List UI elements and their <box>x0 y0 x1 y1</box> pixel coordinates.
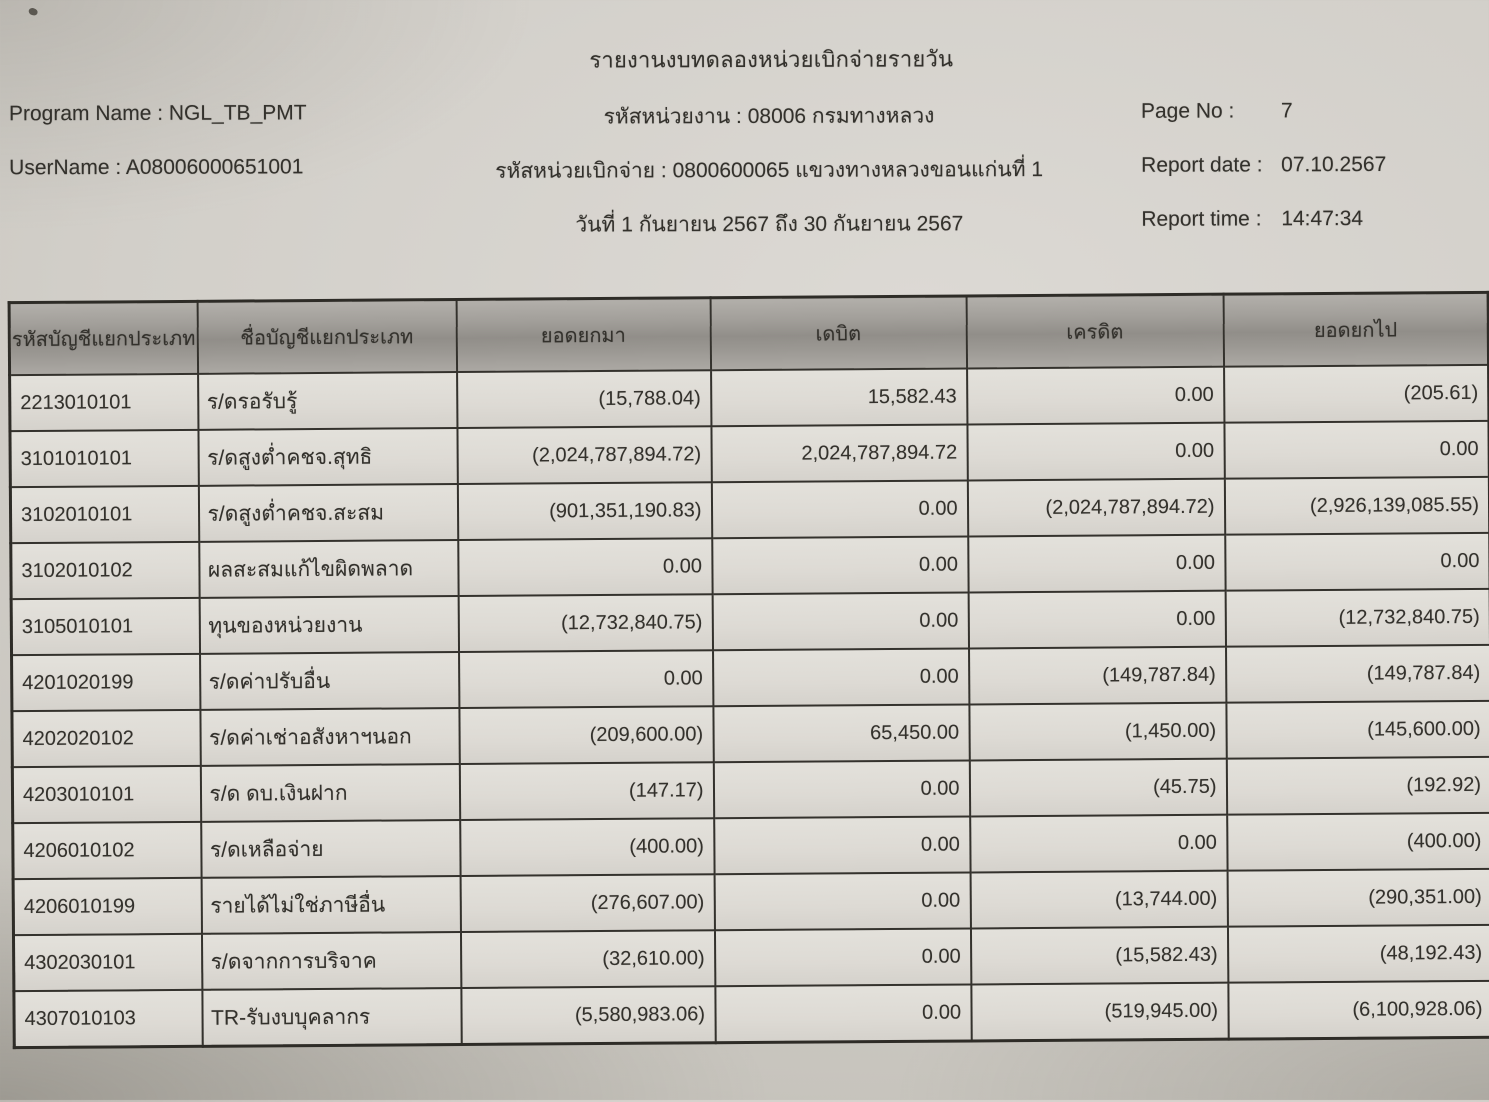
table-row <box>13 869 1489 935</box>
account-code-cell: 4307010103 <box>14 990 202 1048</box>
report-date-label: Report date : <box>1141 153 1263 177</box>
credit-cell: (149,787.84) <box>969 647 1226 705</box>
account-name-cell: ร/ดสูงต่ำคชจ.สะสม <box>198 484 457 542</box>
header-account-code: รหัสบัญชีแยกประเภท <box>9 301 198 375</box>
debit-cell: 0.00 <box>714 816 970 874</box>
table-row <box>14 981 1489 1048</box>
balance-carry-cell: (149,787.84) <box>1226 645 1489 703</box>
credit-cell: 0.00 <box>967 423 1224 481</box>
report-title: รายงานงบทดลองหน่วยเบิกจ่ายรายวัน <box>589 46 954 73</box>
balance-forward-cell: (276,607.00) <box>460 874 714 932</box>
trial-balance-grid <box>8 291 1489 1049</box>
report-table-body <box>10 365 1489 1048</box>
balance-carry-cell: (12,732,840.75) <box>1225 589 1489 647</box>
credit-cell: 0.00 <box>967 367 1224 425</box>
debit-cell: 0.00 <box>714 928 970 986</box>
balance-carry-cell: (2,926,139,085.55) <box>1224 477 1489 535</box>
table-row <box>13 925 1489 991</box>
account-name-cell: TR-รับงบบุคลากร <box>202 988 461 1046</box>
debit-cell: 65,450.00 <box>713 704 969 762</box>
balance-forward-cell: (400.00) <box>460 818 714 876</box>
table-row <box>12 757 1489 823</box>
table-row <box>12 701 1489 767</box>
account-name-cell: ร/ด ดบ.เงินฝาก <box>200 764 459 822</box>
credit-cell: (13,744.00) <box>970 871 1227 929</box>
header-credit: เครดิต <box>966 294 1223 368</box>
balance-forward-cell: (147.17) <box>459 762 713 820</box>
balance-forward-cell: (12,732,840.75) <box>458 594 712 652</box>
debit-cell: 0.00 <box>715 984 971 1042</box>
credit-cell: (2,024,787,894.72) <box>967 479 1224 537</box>
table-row <box>11 589 1489 655</box>
account-code-cell: 3102010101 <box>10 486 198 543</box>
page-no-value: 7 <box>1280 99 1293 123</box>
date-range-line: วันที่ 1 กันยายน 2567 ถึง 30 กันยายน 2567 <box>575 212 964 237</box>
account-code-cell: 4302030101 <box>13 934 201 991</box>
table-row <box>10 365 1489 431</box>
username-line: UserName : A08006000651001 <box>9 155 304 180</box>
report-time-value: 14:47:34 <box>1281 207 1364 231</box>
header-account-name: ชื่อบัญชีแยกประเภท <box>197 300 456 374</box>
balance-forward-cell: (209,600.00) <box>459 706 713 764</box>
balance-carry-cell: (205.61) <box>1224 365 1489 423</box>
table-header-row <box>9 292 1488 375</box>
trial-balance-table <box>8 291 1489 1049</box>
balance-forward-cell: 0.00 <box>459 650 713 708</box>
table-row <box>13 813 1489 879</box>
account-name-cell: ร/ดจากการบริจาค <box>201 932 460 990</box>
credit-cell: (15,582.43) <box>970 927 1227 985</box>
account-name-cell: ร/ดรอรับรู้ <box>198 372 457 430</box>
balance-forward-cell: (901,351,190.83) <box>457 482 711 540</box>
report-date-value: 07.10.2567 <box>1281 152 1387 177</box>
account-code-cell: 3102010102 <box>11 542 199 599</box>
paper-speck <box>28 7 39 17</box>
account-code-cell: 3105010101 <box>11 598 199 655</box>
header-balance-carried-forward: ยอดยกไป <box>1223 292 1488 366</box>
table-row <box>12 645 1489 711</box>
page-no-label: Page No : <box>1140 99 1235 123</box>
account-name-cell: รายได้ไม่ใช่ภาษีอื่น <box>201 876 460 934</box>
header-balance-brought-forward: ยอดยกมา <box>456 298 710 372</box>
balance-carry-cell: (290,351.00) <box>1227 869 1489 927</box>
report-time-label: Report time : <box>1141 207 1262 231</box>
account-code-cell: 3101010101 <box>10 430 198 487</box>
balance-carry-cell: (400.00) <box>1227 813 1489 871</box>
debit-cell: 15,582.43 <box>711 368 967 426</box>
debit-cell: 0.00 <box>714 872 970 930</box>
account-code-cell: 4202020102 <box>12 710 200 767</box>
debit-cell: 0.00 <box>713 648 969 706</box>
account-name-cell: ร/ดเหลือจ่าย <box>201 820 460 878</box>
balance-carry-cell: 0.00 <box>1225 533 1489 591</box>
disburse-unit-line: รหัสหน่วยเบิกจ่าย : 0800600065 แขวงทางหลวงขอนแก่นที่ 1 <box>495 158 1044 183</box>
credit-cell: (1,450.00) <box>969 703 1226 761</box>
debit-cell: 0.00 <box>712 592 968 650</box>
program-name-line: Program Name : NGL_TB_PMT <box>8 101 307 126</box>
account-code-cell: 2213010101 <box>10 374 198 431</box>
table-row <box>11 533 1489 599</box>
header-debit: เดบิต <box>710 296 966 370</box>
debit-cell: 0.00 <box>711 480 967 538</box>
account-name-cell: ทุนของหน่วยงาน <box>199 596 458 654</box>
account-code-cell: 4206010199 <box>13 878 201 935</box>
balance-forward-cell: (32,610.00) <box>460 930 714 988</box>
account-name-cell: ร/ดสูงต่ำคชจ.สุทธิ <box>198 428 457 486</box>
table-row <box>10 477 1489 543</box>
balance-forward-cell: (5,580,983.06) <box>461 986 715 1044</box>
balance-carry-cell: (192.92) <box>1226 757 1489 815</box>
account-name-cell: ผลสะสมแก้ไขผิดพลาด <box>199 540 458 598</box>
credit-cell: 0.00 <box>968 535 1225 593</box>
balance-carry-cell: (145,600.00) <box>1226 701 1489 759</box>
account-code-cell: 4206010102 <box>13 822 201 879</box>
balance-carry-cell: (48,192.43) <box>1227 925 1489 983</box>
account-name-cell: ร/ดค่าเช่าอสังหาฯนอก <box>200 708 459 766</box>
balance-carry-cell: 0.00 <box>1224 421 1489 479</box>
debit-cell: 0.00 <box>712 536 968 594</box>
balance-forward-cell: (2,024,787,894.72) <box>457 426 711 484</box>
credit-cell: (519,945.00) <box>971 983 1228 1041</box>
account-code-cell: 4203010101 <box>12 766 200 823</box>
balance-forward-cell: (15,788.04) <box>457 370 711 428</box>
credit-cell: 0.00 <box>968 591 1225 649</box>
balance-carry-cell: (6,100,928.06) <box>1228 981 1489 1039</box>
balance-forward-cell: 0.00 <box>458 538 712 596</box>
debit-cell: 0.00 <box>713 760 969 818</box>
account-code-cell: 4201020199 <box>12 654 200 711</box>
credit-cell: 0.00 <box>970 815 1227 873</box>
table-row <box>10 421 1489 487</box>
debit-cell: 2,024,787,894.72 <box>711 424 967 482</box>
account-name-cell: ร/ดค่าปรับอื่น <box>200 652 459 710</box>
agency-code-line: รหัสหน่วยงาน : 08006 กรมทางหลวง <box>603 104 935 129</box>
credit-cell: (45.75) <box>969 759 1226 817</box>
